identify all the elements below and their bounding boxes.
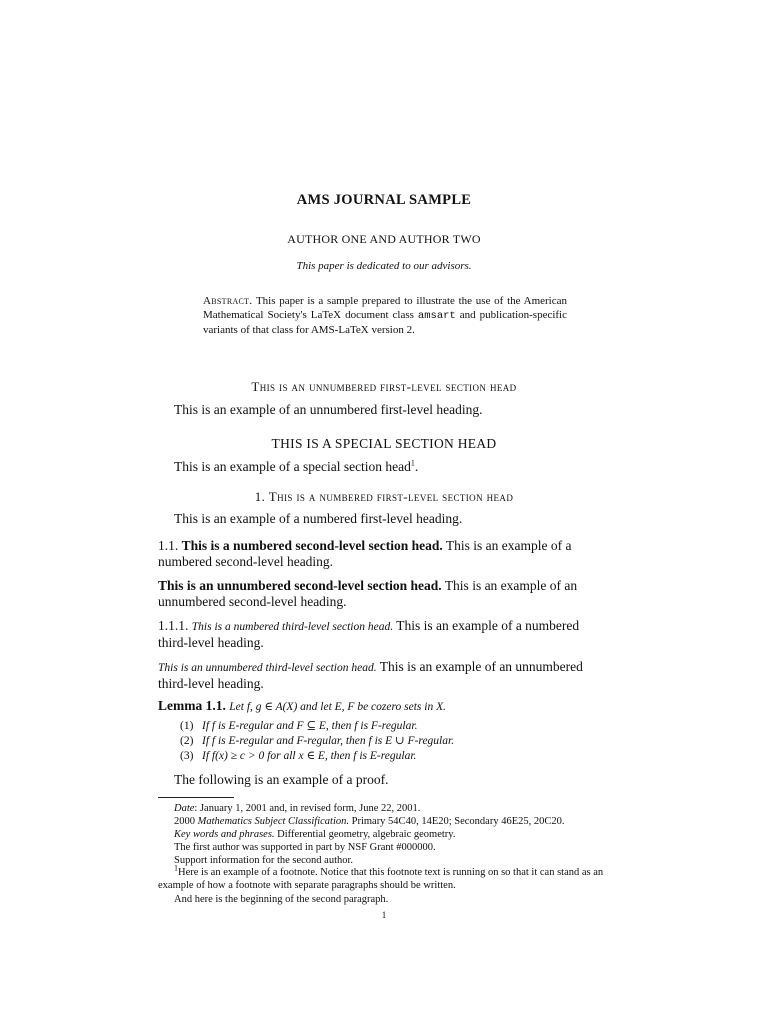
lemma-statement: Let f, g ∈ A(X) and let E, F be cozero sets in X. [229, 701, 447, 713]
unnumbered-first-level-head: This is an unnumbered first-level section head [251, 379, 517, 394]
subsection-number: 1.1. [158, 538, 179, 553]
msc-prefix: 2000 [174, 816, 198, 827]
lemma-item [180, 733, 454, 747]
keywords-text: Differential geometry, algebraic geometry. [274, 829, 456, 840]
lemma-item-text: If f is E-regular and F ⊆ E, then f is F-regular. [202, 720, 418, 732]
numbered-first-level-head [0, 489, 768, 505]
footnote-1-text: Here is an example of a footnote. Notice that this footnote text is running on so that it can stand as an example of how a footnote with separate paragraphs should be written. [158, 867, 604, 891]
class-name: amsart [417, 310, 456, 322]
keywords-label: Key words and phrases. [174, 829, 275, 840]
abstract-text-4: version 2. [368, 324, 415, 336]
unnumbered-subsection-body: This is an example of an unnumbered second-level heading. [158, 578, 578, 609]
section-number: 1. [254, 489, 266, 504]
lemma-item-text: If f is E-regular and F-regular, then f is E ∪ F-regular. [202, 735, 455, 747]
abstract-text-3: and publication-specific variants of that class for AMS- [203, 309, 567, 336]
abstract-text-2: document class [341, 309, 418, 321]
paper-title: AMS JOURNAL SAMPLE [296, 192, 472, 208]
abstract-label: Abstract. [203, 295, 253, 307]
section-title: This is a numbered first-level section head [268, 489, 514, 504]
lemma-item-number: (1) [180, 720, 194, 732]
footnote-1 [158, 863, 612, 892]
subsubsection-body: This is an example of a numbered third-level heading. [158, 618, 580, 650]
unnumbered-subsubsection-head: This is an unnumbered third-level section head. [158, 662, 377, 674]
lemma-item [180, 748, 416, 762]
latex-logo-2: LaTeX [338, 324, 369, 336]
special-body-end: . [414, 459, 419, 474]
latex-logo: LaTeX [310, 309, 342, 321]
msc-text: Primary 54C40, 14E20; Secondary 46E25, 20C20. [348, 816, 565, 827]
footnote-rule [158, 797, 234, 798]
date-label: Date [174, 803, 195, 814]
date-text: : January 1, 2001 and, in revised form, June 22, 2001. [194, 803, 421, 814]
footnote-keywords [174, 828, 612, 841]
paper-authors: AUTHOR ONE AND AUTHOR TWO [287, 232, 481, 246]
unnumbered-subsubsection-body: This is an example of an unnumbered third-level heading. [158, 659, 583, 691]
dedication: This paper is dedicated to our advisors. [296, 260, 472, 272]
footnote-msc [174, 815, 612, 828]
lemma-label: Lemma 1.1. [158, 698, 226, 713]
footnote-1-paragraph-2: And here is the beginning of the second paragraph. [174, 894, 389, 905]
footnote-date [174, 802, 612, 815]
footnote-1-mark: 1 [174, 863, 178, 873]
unnumbered-third-level [158, 659, 610, 692]
subsection-body: This is an example of a numbered second-level heading. [158, 538, 572, 569]
lemma-item [180, 718, 417, 732]
subsubsection-head: This is a numbered third-level section head. [191, 621, 394, 633]
lemma-item-text: If f(x) ≥ c > 0 for all x ∈ E, then f is E-regular. [202, 750, 417, 762]
proof-intro: The following is an example of a proof. [174, 772, 389, 787]
numbered-second-level [158, 538, 610, 570]
lemma-item-number: (3) [180, 750, 194, 762]
special-section-head: THIS IS A SPECIAL SECTION HEAD [271, 436, 497, 451]
unnumbered-subsection-head: This is an unnumbered second-level section head. [158, 578, 442, 593]
numbered-first-level-body: This is an example of a numbered first-level heading. [174, 511, 463, 526]
subsubsection-number: 1.1.1. [158, 618, 189, 633]
page-number: 1 [381, 910, 387, 920]
msc-label: Mathematics Subject Classification. [197, 816, 349, 827]
unnumbered-second-level [158, 578, 610, 610]
lemma [158, 698, 610, 715]
unnumbered-first-level-body: This is an example of an unnumbered first-level heading. [174, 402, 483, 417]
abstract [203, 294, 567, 337]
footnote-grant: The first author was supported in part by NSF Grant #000000. [174, 842, 436, 853]
lemma-item-number: (2) [180, 735, 194, 747]
footnote-support: Support information for the second author. [174, 855, 354, 866]
special-body-text: This is an example of a special section head [174, 459, 411, 474]
numbered-third-level [158, 618, 610, 651]
footnote-mark-1: 1 [410, 458, 415, 468]
subsection-head: This is a numbered second-level section head. [181, 538, 443, 553]
special-section-body [174, 459, 626, 475]
abstract-text-1: This paper is a sample prepared to illustrate the use of the American Mathematical Society's [203, 295, 567, 321]
